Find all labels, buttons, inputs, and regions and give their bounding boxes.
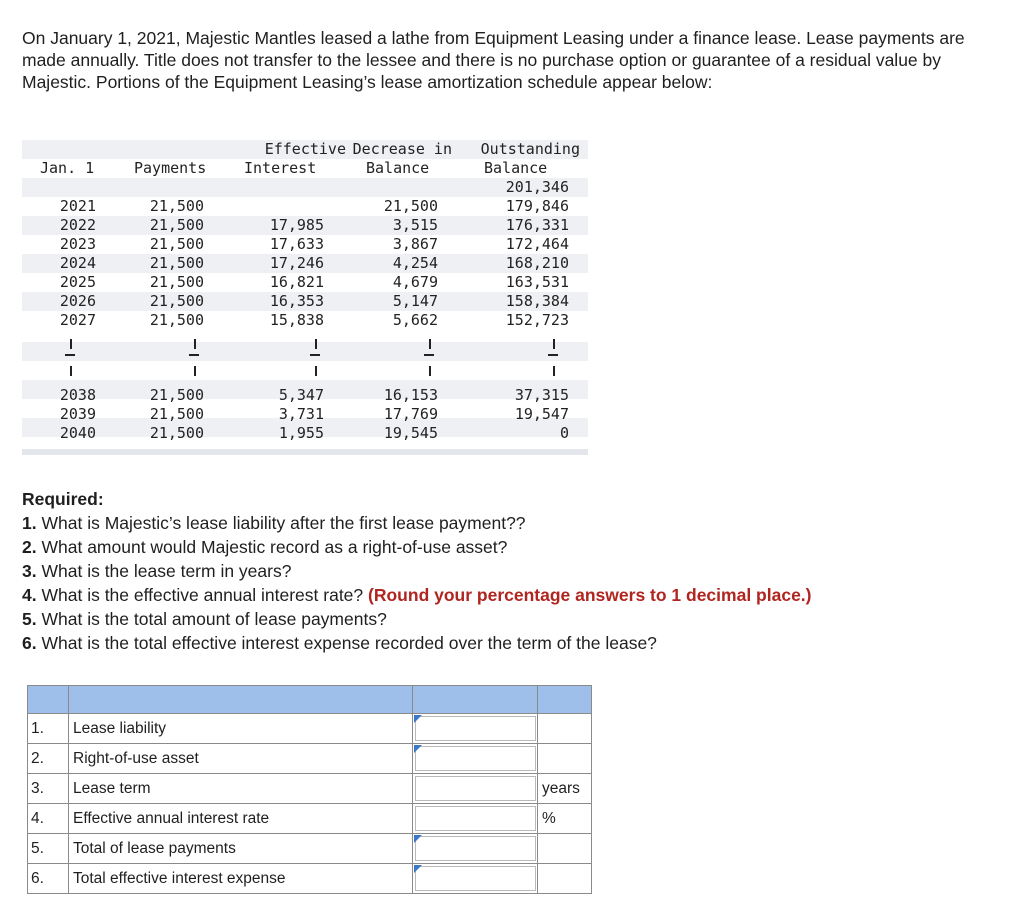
ellipsis-marker xyxy=(70,366,72,376)
answer-label: Effective annual interest rate xyxy=(69,804,413,834)
answer-label: Lease term xyxy=(69,774,413,804)
required-heading: Required: xyxy=(22,489,104,509)
row-year: 2038 xyxy=(59,386,96,404)
problem-intro: On January 1, 2021, Majestic Mantles leased a lathe from Equipment Leasing under a finance lease. Lease payments are made annually. Title does not transfer to the lessee and there is no purchase option or guarantee of a residual value by Majestic. Portions of the Equipment Leasing’s lease amortization schedule appear below: xyxy=(22,28,965,92)
header-balance: Balance xyxy=(484,159,548,177)
interest-rate-input[interactable] xyxy=(415,806,536,831)
row-year: 2024 xyxy=(59,254,96,272)
row-payment: 21,500 xyxy=(149,311,204,329)
input-marker-icon xyxy=(414,715,422,723)
row-year: 2025 xyxy=(59,273,96,291)
row-payment: 21,500 xyxy=(149,386,204,404)
answer-row: 1. Lease liability xyxy=(28,714,592,744)
ellipsis-marker xyxy=(548,354,558,356)
answer-table-header xyxy=(28,686,592,714)
row-payment: 21,500 xyxy=(149,292,204,310)
row-year: 2040 xyxy=(59,424,96,442)
header-interest-top: Effective xyxy=(264,140,346,158)
row-decrease: 4,254 xyxy=(392,254,438,272)
row-year: 2022 xyxy=(59,216,96,234)
row-interest: 17,633 xyxy=(269,235,324,253)
ellipsis-marker xyxy=(194,339,196,349)
row-payment: 21,500 xyxy=(149,424,204,442)
row-year: 2039 xyxy=(59,405,96,423)
ellipsis-marker xyxy=(315,366,317,376)
question: 1. What is Majestic’s lease liability after the first lease payment?? xyxy=(22,513,526,533)
ellipsis-marker xyxy=(189,354,199,356)
question: 2. What amount would Majestic record as a right-of-use asset? xyxy=(22,537,508,557)
header-payments: Payments xyxy=(134,159,207,177)
requirements xyxy=(22,487,1002,655)
row-decrease: 16,153 xyxy=(383,386,438,404)
row-interest: 16,353 xyxy=(269,292,324,310)
total-interest-expense-input[interactable] xyxy=(415,866,536,891)
unit-years: years xyxy=(538,774,592,804)
header-decrease-top: Decrease in xyxy=(352,140,452,158)
row-decrease: 4,679 xyxy=(392,273,438,291)
ellipsis-marker xyxy=(429,366,431,376)
unit-percent: % xyxy=(538,804,592,834)
answer-table xyxy=(27,685,592,894)
question: 5. What is the total amount of lease payments? xyxy=(22,609,387,629)
right-of-use-asset-input[interactable] xyxy=(415,746,536,771)
answer-label: Lease liability xyxy=(69,714,413,744)
row-decrease: 19,545 xyxy=(383,424,438,442)
row-payment: 21,500 xyxy=(149,235,204,253)
answer-row: 6. Total effective interest expense xyxy=(28,864,592,894)
amortization-schedule xyxy=(22,140,588,456)
total-lease-payments-input[interactable] xyxy=(415,836,536,861)
input-marker-icon xyxy=(414,865,422,873)
opening-balance: 201,346 xyxy=(505,178,569,196)
row-balance: 158,384 xyxy=(505,292,569,310)
answer-label: Right-of-use asset xyxy=(69,744,413,774)
row-payment: 21,500 xyxy=(149,405,204,423)
row-interest: 1,955 xyxy=(278,424,324,442)
header-interest: Interest xyxy=(244,159,317,177)
row-balance: 176,331 xyxy=(505,216,569,234)
row-balance: 163,531 xyxy=(505,273,569,291)
row-decrease: 3,515 xyxy=(392,216,438,234)
ellipsis-marker xyxy=(553,339,555,349)
row-balance: 168,210 xyxy=(505,254,569,272)
row-year: 2023 xyxy=(59,235,96,253)
answer-label: Total of lease payments xyxy=(69,834,413,864)
ellipsis-marker xyxy=(65,354,75,356)
answer-row: 4. Effective annual interest rate % xyxy=(28,804,592,834)
row-payment: 21,500 xyxy=(149,216,204,234)
row-balance: 172,464 xyxy=(505,235,569,253)
row-payment: 21,500 xyxy=(149,254,204,272)
question: 3. What is the lease term in years? xyxy=(22,561,292,581)
input-marker-icon xyxy=(414,835,422,843)
row-balance: 0 xyxy=(559,424,569,442)
ellipsis-marker xyxy=(424,354,434,356)
row-decrease: 21,500 xyxy=(383,197,438,215)
ellipsis-marker xyxy=(194,366,196,376)
row-payment: 21,500 xyxy=(149,197,204,215)
ellipsis-marker xyxy=(315,339,317,349)
row-interest: 3,731 xyxy=(278,405,324,423)
row-decrease: 5,147 xyxy=(392,292,438,310)
row-interest: 17,985 xyxy=(269,216,324,234)
row-decrease: 3,867 xyxy=(392,235,438,253)
row-decrease: 5,662 xyxy=(392,311,438,329)
answer-label: Total effective interest expense xyxy=(69,864,413,894)
answer-row: 2. Right-of-use asset xyxy=(28,744,592,774)
row-balance: 152,723 xyxy=(505,311,569,329)
rounding-note: (Round your percentage answers to 1 decimal place.) xyxy=(368,585,812,605)
header-year: Jan. 1 xyxy=(40,159,95,177)
ellipsis-marker xyxy=(310,354,320,356)
input-marker-icon xyxy=(414,745,422,753)
answer-row: 3. Lease term years xyxy=(28,774,592,804)
header-balance-top: Outstanding xyxy=(480,140,580,158)
row-payment: 21,500 xyxy=(149,273,204,291)
row-year: 2021 xyxy=(59,197,96,215)
row-balance: 179,846 xyxy=(505,197,569,215)
row-year: 2027 xyxy=(59,311,96,329)
lease-term-input[interactable] xyxy=(415,776,536,801)
ellipsis-marker xyxy=(70,339,72,349)
row-balance: 37,315 xyxy=(514,386,569,404)
answer-row: 5. Total of lease payments xyxy=(28,834,592,864)
header-decrease: Balance xyxy=(366,159,430,177)
row-year: 2026 xyxy=(59,292,96,310)
row-interest: 5,347 xyxy=(278,386,324,404)
row-decrease: 17,769 xyxy=(383,405,438,423)
row-interest: 17,246 xyxy=(269,254,324,272)
lease-liability-input[interactable] xyxy=(415,716,536,741)
row-balance: 19,547 xyxy=(514,405,569,423)
ellipsis-marker xyxy=(553,366,555,376)
ellipsis-marker xyxy=(429,339,431,349)
question: 6. What is the total effective interest expense recorded over the term of the lease? xyxy=(22,633,657,653)
row-interest: 16,821 xyxy=(269,273,324,291)
row-interest: 15,838 xyxy=(269,311,324,329)
question: 4. What is the effective annual interest rate? (Round your percentage answers to 1 decimal place.) xyxy=(22,585,812,605)
